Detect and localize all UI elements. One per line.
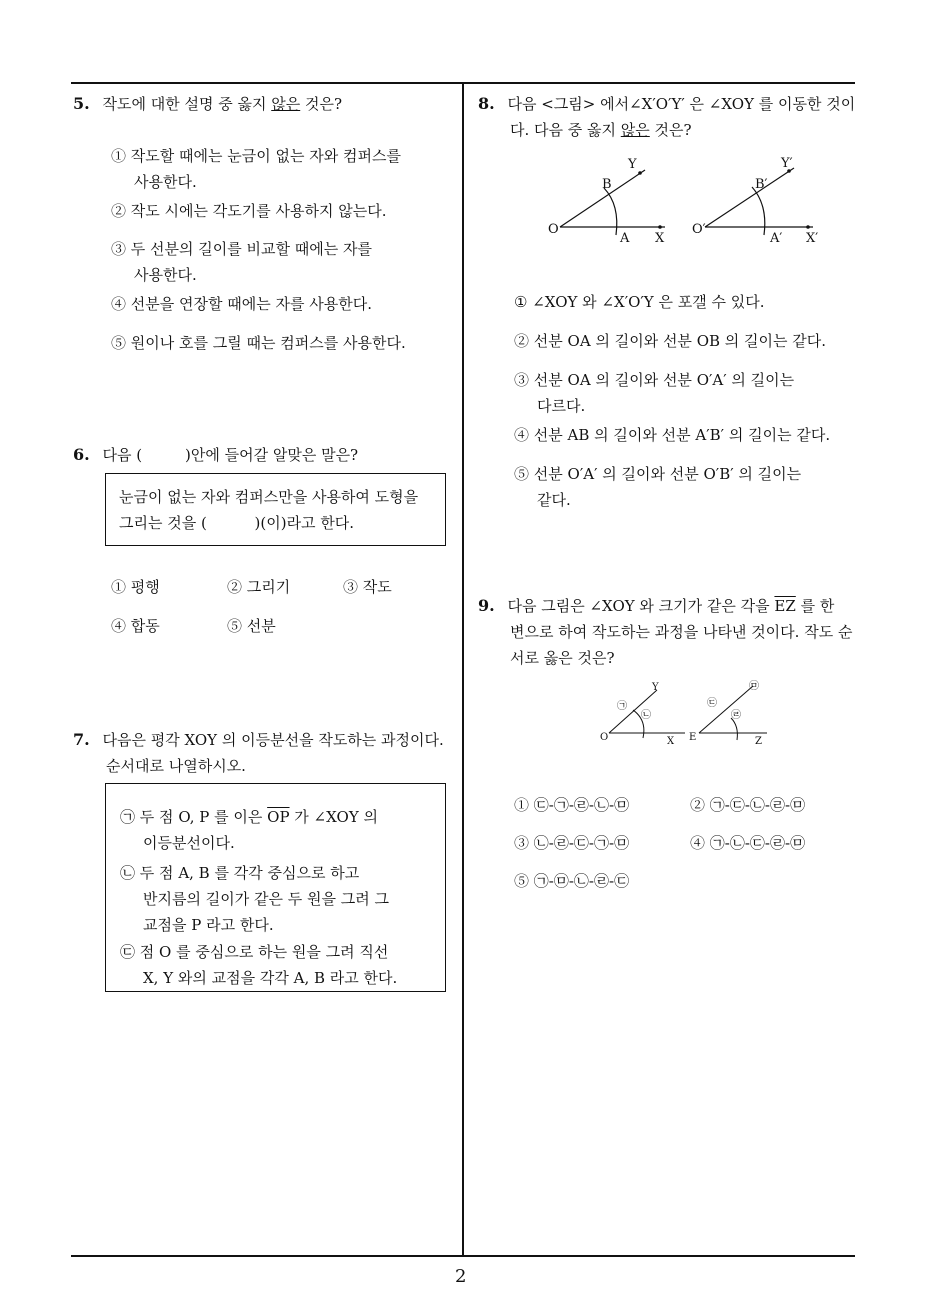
- q5-option-3[interactable]: ③ 두 선분의 길이를 비교할 때에는 자를 사용한다.: [111, 240, 372, 284]
- q5-option-2[interactable]: ② 작도 시에는 각도기를 사용하지 않는다.: [111, 202, 387, 220]
- q6-box: [105, 473, 446, 546]
- q8-label-O: O: [548, 222, 559, 237]
- q9-label-O: O: [600, 732, 609, 743]
- q8-option-4[interactable]: ④ 선분 AB 의 길이와 선분 A′B′ 의 길이는 같다.: [514, 426, 831, 444]
- q8-label-Y: Y: [628, 157, 637, 172]
- q9-option-3[interactable]: ③ ㉡-㉣-㉢-㉠-㉤: [514, 834, 630, 852]
- q8-label-X-prime: X′: [806, 231, 819, 246]
- q8-label-Y-prime: Y′: [781, 156, 793, 171]
- q5-option-5[interactable]: ⑤ 원이나 호를 그릴 때는 컴퍼스를 사용한다.: [111, 334, 406, 352]
- q9-stem-line-1: 다음 그림은 ∠XOY 와 크기가 같은 각을 $\overline{EZ}$ 를 한: [507, 597, 835, 615]
- q6-box-line-2: 그리는 것을 ( )(이)라고 한다.: [119, 514, 355, 532]
- page-number: 2: [455, 1266, 467, 1287]
- q5-option-4[interactable]: ④ 선분을 연장할 때에는 자를 사용한다.: [111, 295, 372, 313]
- q7-step-c: ㉢ 점 O 를 중심으로 하는 원을 그려 직선 X, Y 와의 교점을 각각 A, B 라고 한다.: [120, 943, 398, 987]
- q9-mark-5: ㉤: [749, 681, 759, 692]
- q6-stem: 다음 ( )안에 들어갈 알맞은 말은?: [102, 446, 359, 464]
- q8-option-2[interactable]: ② 선분 OA 의 길이와 선분 OB 의 길이는 같다.: [514, 332, 827, 350]
- q9-option-5[interactable]: ⑤ ㉠-㉤-㉡-㉣-㉢: [514, 872, 630, 890]
- q9-label-X: X: [667, 736, 675, 747]
- q8-label-O-prime: O′: [692, 222, 706, 237]
- q9-number: 9.: [478, 596, 495, 615]
- q5-number: 5.: [73, 94, 90, 113]
- q8-stem-line-2: 다. 다음 중 옳지 않은 것은?: [510, 121, 692, 139]
- q8-label-X: X: [655, 231, 665, 246]
- q7-stem-line-2: 순서대로 나열하시오.: [106, 757, 246, 775]
- q6-option-4[interactable]: ④ 합동: [111, 617, 160, 635]
- q8-label-A: A: [620, 231, 630, 246]
- q5-stem: 작도에 대한 설명 중 옳지 않은 것은?: [102, 95, 343, 113]
- q8-figure: [530, 150, 830, 250]
- q9-mark-2: ㉡: [641, 710, 651, 721]
- q8-label-B-prime: B′: [755, 177, 768, 192]
- q7-number: 7.: [73, 730, 90, 749]
- q7-box: [105, 783, 446, 992]
- q9-label-Y: Y: [652, 682, 659, 693]
- q9-figure: [595, 678, 785, 750]
- q6-option-2[interactable]: ② 그리기: [227, 578, 291, 596]
- q9-stem-line-2: 변으로 하여 작도하는 과정을 나타낸 것이다. 작도 순: [510, 623, 853, 641]
- q6-box-line-1: 눈금이 없는 자와 컴퍼스만을 사용하여 도형을: [119, 488, 419, 506]
- q9-option-1[interactable]: ① ㉢-㉠-㉣-㉡-㉤: [514, 796, 630, 814]
- q8-number: 8.: [478, 94, 495, 113]
- q9-mark-3: ㉢: [707, 698, 717, 709]
- q9-option-4[interactable]: ④ ㉠-㉡-㉢-㉣-㉤: [690, 834, 806, 852]
- q9-label-E: E: [689, 732, 697, 743]
- bottom-rule: [71, 1255, 855, 1257]
- q9-label-Z: Z: [755, 736, 762, 747]
- q6-option-5[interactable]: ⑤ 선분: [227, 617, 276, 635]
- column-divider: [462, 82, 464, 1257]
- q6-number: 6.: [73, 445, 90, 464]
- q9-mark-4: ㉣: [731, 710, 741, 721]
- q9-stem-line-3: 서로 옳은 것은?: [510, 649, 615, 667]
- q9-mark-1: ㉠: [617, 701, 627, 712]
- q8-label-B: B: [602, 177, 612, 192]
- q7-step-a: ㉠ 두 점 O, P 를 이은 $\overline{OP}$ 가 ∠XOY 의 이등분선이다.: [120, 808, 378, 852]
- q7-step-b: ㉡ 두 점 A, B 를 각각 중심으로 하고 반지름의 길이가 같은 두 원을 그려 그 교점을 P 라고 한다.: [120, 864, 389, 934]
- q6-option-3[interactable]: ③ 작도: [343, 578, 392, 596]
- q8-option-3[interactable]: ③ 선분 OA 의 길이와 선분 O′A′ 의 길이는 다르다.: [514, 371, 795, 415]
- q8-option-1[interactable]: ① ∠XOY 와 ∠X′O′Y 은 포갤 수 있다.: [514, 293, 765, 311]
- q7-stem-line-1: 다음은 평각 XOY 의 이등분선을 작도하는 과정이다.: [102, 731, 444, 749]
- q8-label-A-prime: A′: [770, 231, 783, 246]
- q6-option-1[interactable]: ① 평행: [111, 578, 160, 596]
- q5-option-1[interactable]: ① 작도할 때에는 눈금이 없는 자와 컴퍼스를 사용한다.: [111, 147, 401, 191]
- q9-option-2[interactable]: ② ㉠-㉢-㉡-㉣-㉤: [690, 796, 806, 814]
- q8-option-5[interactable]: ⑤ 선분 O′A′ 의 길이와 선분 O′B′ 의 길이는 같다.: [514, 465, 802, 509]
- q8-stem-line-1: 다음 <그림> 에서∠X′O′Y′ 은 ∠XOY 를 이동한 것이: [507, 95, 856, 113]
